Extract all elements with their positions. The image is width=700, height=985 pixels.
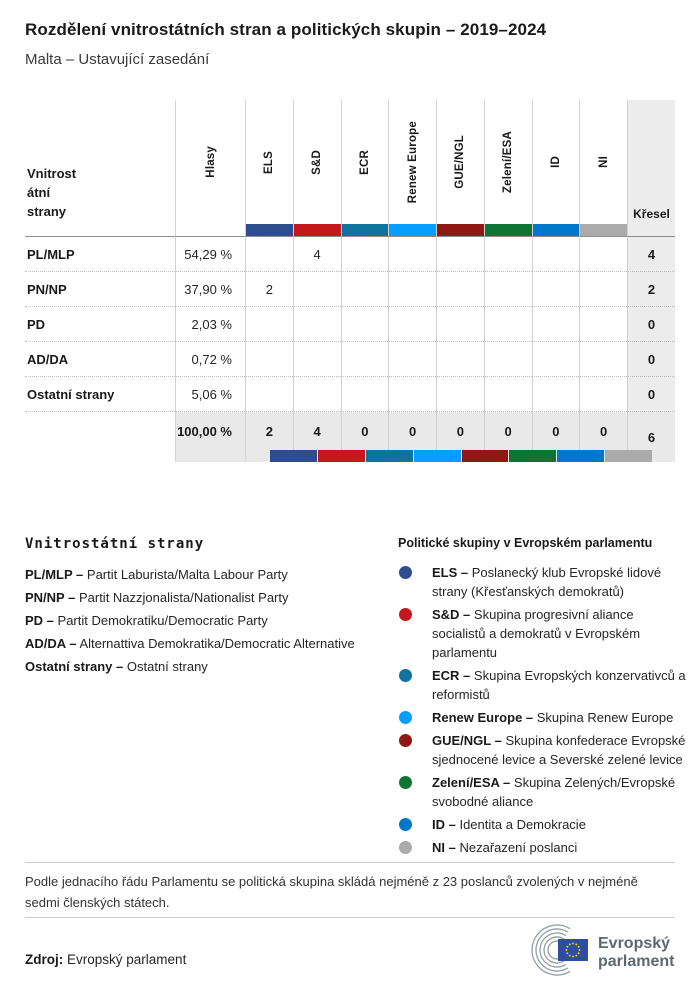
party-cell: AD/DA — [25, 342, 175, 377]
group-cell — [293, 272, 341, 307]
legend-party-item: AD/DA – Alternattiva Demokratika/Democratic Alternative — [25, 636, 355, 651]
group-cell — [436, 342, 484, 377]
group-cell — [245, 342, 293, 377]
legend-party-item: PD – Partit Demokratiku/Democratic Party — [25, 613, 268, 628]
seats-cell: 0 — [627, 342, 675, 377]
sd-dot-icon — [399, 608, 412, 621]
group-cell — [341, 307, 389, 342]
group-cell — [579, 342, 627, 377]
seats-cell: 4 — [627, 237, 675, 272]
group-cell — [484, 307, 532, 342]
total-group-cell: 0 — [484, 412, 532, 462]
seats-cell: 0 — [627, 307, 675, 342]
total-group-cell: 0 — [436, 412, 484, 462]
results-table — [25, 100, 675, 462]
group-cell — [436, 377, 484, 412]
total-group-cell: 4 — [293, 412, 341, 462]
legend-national-parties — [25, 536, 390, 682]
group-cell — [245, 377, 293, 412]
party-cell: Ostatní strany — [25, 377, 175, 412]
total-seats-cell: 6 — [627, 412, 675, 462]
els-color-bar — [270, 450, 317, 462]
legend-political-groups — [398, 536, 686, 861]
group-cell — [293, 342, 341, 377]
greens-esa-dot-icon — [399, 776, 412, 789]
legend-party-item: PL/MLP – Partit Laburista/Malta Labour Party — [25, 567, 288, 582]
ecr-dot-icon — [399, 669, 412, 682]
col-header-gue-ngl: GUE/NGL — [436, 100, 484, 237]
legend-groups-title: Politické skupiny v Evropském parlamentu — [398, 536, 653, 550]
group-cell — [532, 237, 580, 272]
total-group-cell: 0 — [341, 412, 389, 462]
ecr-color-bar — [342, 224, 389, 236]
group-cell — [388, 272, 436, 307]
seats-cell: 0 — [627, 377, 675, 412]
group-cell — [579, 272, 627, 307]
group-cell — [341, 342, 389, 377]
legend-party-item: Ostatní strany – Ostatní strany — [25, 659, 208, 674]
greens-esa-color-bar — [485, 224, 532, 236]
els-color-bar — [246, 224, 293, 236]
group-cell — [245, 237, 293, 272]
id-color-bar — [557, 450, 604, 462]
col-header-id: ID — [532, 100, 580, 237]
ni-color-bar — [605, 450, 652, 462]
party-cell: PL/MLP — [25, 237, 175, 272]
page-title: Rozdělení vnitrostátních stran a politických skupin – 2019–2024 — [25, 20, 547, 39]
votes-cell: 37,90 % — [175, 272, 245, 307]
group-cell — [341, 272, 389, 307]
group-cell — [579, 307, 627, 342]
col-header-seats: Křesel — [627, 100, 675, 237]
legend-group-item: ECR – Skupina Evropských konzervativců a reformistů — [398, 666, 686, 704]
group-cell — [388, 342, 436, 377]
col-header-ni: NI — [579, 100, 627, 237]
total-group-cell: 2 — [245, 412, 293, 462]
legend-group-item: GUE/NGL – Skupina konfederace Evropské sjednocené levice a Severské zelené levice — [398, 731, 686, 769]
total-group-cell: 0 — [579, 412, 627, 462]
legend-parties-title: Vnitrostátní strany — [25, 536, 205, 552]
group-cell — [484, 237, 532, 272]
col-header-parties: Vnitrost átní strany — [25, 100, 175, 237]
col-header-greens-esa: Zelení/ESA — [484, 100, 532, 237]
group-cell — [388, 307, 436, 342]
legend-group-item: Renew Europe – Skupina Renew Europe — [398, 708, 686, 727]
votes-cell: 5,06 % — [175, 377, 245, 412]
group-cell: 4 — [293, 237, 341, 272]
footnote: Podle jednacího řádu Parlamentu se politická skupina skládá nejméně z 23 poslanců zvolených v nejméně sedmi členských státech. — [25, 874, 638, 910]
greens-esa-color-bar — [509, 450, 556, 462]
group-cell — [293, 307, 341, 342]
gue-ngl-dot-icon — [399, 734, 412, 747]
divider — [25, 917, 675, 918]
group-cell — [484, 342, 532, 377]
legend-party-item: PN/NP – Partit Nazzjonalista/Nationalist Party — [25, 590, 289, 605]
gue-ngl-color-bar — [462, 450, 509, 462]
votes-cell: 0,72 % — [175, 342, 245, 377]
group-cell — [532, 342, 580, 377]
ni-color-bar — [580, 224, 627, 236]
total-color-bars — [270, 450, 652, 462]
group-cell — [293, 377, 341, 412]
group-cell — [484, 377, 532, 412]
sd-color-bar — [294, 224, 341, 236]
source-label: Zdroj: — [25, 952, 64, 967]
source-value: Evropský parlament — [67, 952, 187, 967]
group-cell — [532, 307, 580, 342]
legend-group-item: ID – Identita a Demokracie — [398, 815, 686, 834]
group-cell — [436, 237, 484, 272]
party-cell: PN/NP — [25, 272, 175, 307]
divider — [25, 862, 675, 863]
legend-group-item: S&D – Skupina progresivní aliance socialistů a demokratů v Evropském parlamentu — [398, 605, 686, 662]
group-cell — [484, 272, 532, 307]
col-header-votes: Hlasy — [175, 100, 245, 237]
european-parliament-logo — [524, 922, 694, 980]
group-cell: 2 — [245, 272, 293, 307]
group-cell — [245, 307, 293, 342]
legend-group-item: Zelení/ESA – Skupina Zelených/Evropské svobodné aliance — [398, 773, 686, 811]
legend-group-item: ELS – Poslanecký klub Evropské lidové strany (Křesťanských demokratů) — [398, 563, 686, 601]
group-cell — [341, 377, 389, 412]
group-cell — [388, 377, 436, 412]
group-cell — [436, 307, 484, 342]
votes-cell: 2,03 % — [175, 307, 245, 342]
legend-group-item: NI – Nezařazení poslanci — [398, 838, 686, 857]
votes-cell: 54,29 % — [175, 237, 245, 272]
gue-ngl-color-bar — [437, 224, 484, 236]
page-subtitle: Malta – Ustavující zasedání — [25, 51, 210, 68]
group-cell — [532, 377, 580, 412]
ecr-color-bar — [366, 450, 413, 462]
ni-dot-icon — [399, 841, 412, 854]
els-dot-icon — [399, 566, 412, 579]
eu-flag-icon — [558, 939, 588, 961]
col-header-renew: Renew Europe — [388, 100, 436, 237]
logo-text-line1: Evropský — [598, 935, 671, 952]
group-cell — [579, 237, 627, 272]
group-cell — [388, 237, 436, 272]
seats-cell: 2 — [627, 272, 675, 307]
total-row-spacer — [25, 412, 175, 462]
renew-color-bar — [414, 450, 461, 462]
col-header-ecr: ECR — [341, 100, 389, 237]
party-cell: PD — [25, 307, 175, 342]
id-color-bar — [533, 224, 580, 236]
source-line — [25, 952, 186, 967]
logo-text-line2: parlament — [598, 953, 675, 970]
renew-color-bar — [389, 224, 436, 236]
id-dot-icon — [399, 818, 412, 831]
renew-dot-icon — [399, 711, 412, 724]
total-group-cell: 0 — [532, 412, 580, 462]
group-cell — [532, 272, 580, 307]
col-header-sd: S&D — [293, 100, 341, 237]
group-cell — [341, 237, 389, 272]
sd-color-bar — [318, 450, 365, 462]
col-header-els: ELS — [245, 100, 293, 237]
total-votes-cell: 100,00 % — [175, 412, 245, 462]
total-group-cell: 0 — [388, 412, 436, 462]
group-cell — [436, 272, 484, 307]
group-cell — [579, 377, 627, 412]
